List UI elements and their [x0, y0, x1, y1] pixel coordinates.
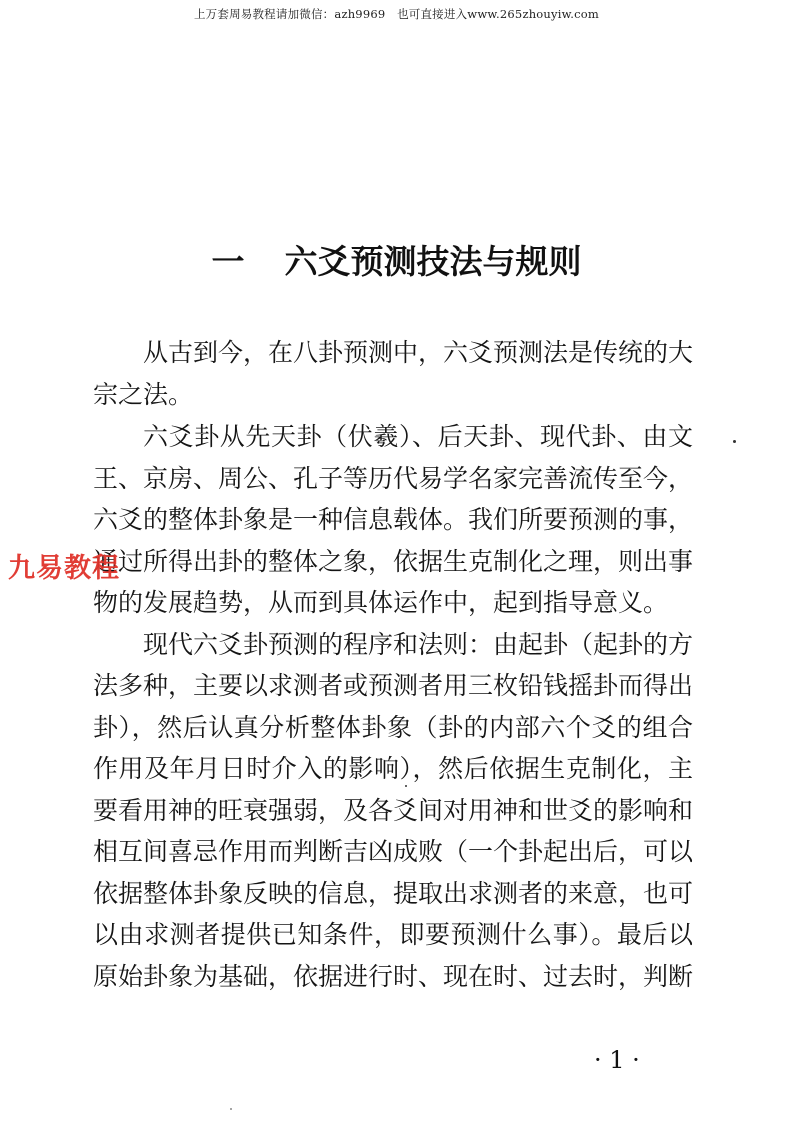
page-number: · 1 · — [594, 1046, 640, 1074]
paragraph: 现代六爻卦预测的程序和法则：由起卦（起卦的方法多种，主要以求测者或预测者用三枚铅钱摇卦而得出卦），然后认真分析整体卦象（卦的内部六个爻的组合作用及年月日时介入的影响），然后依据生克制化，主要看用神的旺衰强弱，及各爻间对用神和世爻的影响和相互间喜忌作用而判断吉凶成败（一个卦起出后，可以依据整体卦象反映的信息，提取出求测者的来意，也可以由求测者提供已知条件，即要预测什么事）。最后以原始卦象为基础，依据进行时、现在时、过去时，判断 — [93, 629, 694, 991]
paragraph: 六爻卦从先天卦（伏羲）、后天卦、现代卦、由文王、京房、周公、孔子等历代易学名家完善流传至今，六爻的整体卦象是一种信息载体。我们所要预测的事，通过所得出卦的整体之象，依据生克制化之理，则出事物的发展趋势，从而到具体运作中，起到指导意义。 — [93, 422, 694, 617]
chapter-title-text: 六爻预测技法与规则 — [284, 242, 582, 281]
watermark-logo: 九易教程 — [8, 553, 120, 584]
body-text — [93, 332, 693, 997]
chapter-title — [0, 236, 793, 283]
page-header: 上万套周易教程请加微信：azh9969 也可直接进入www.265zhouyiw.com — [193, 7, 600, 21]
scan-speck — [230, 1108, 232, 1110]
scan-speck — [405, 785, 407, 787]
paragraph: 从古到今，在八卦预测中，六爻预测法是传统的大宗之法。 — [93, 338, 694, 409]
scan-speck — [733, 440, 736, 443]
chapter-number: 一 — [211, 242, 245, 281]
